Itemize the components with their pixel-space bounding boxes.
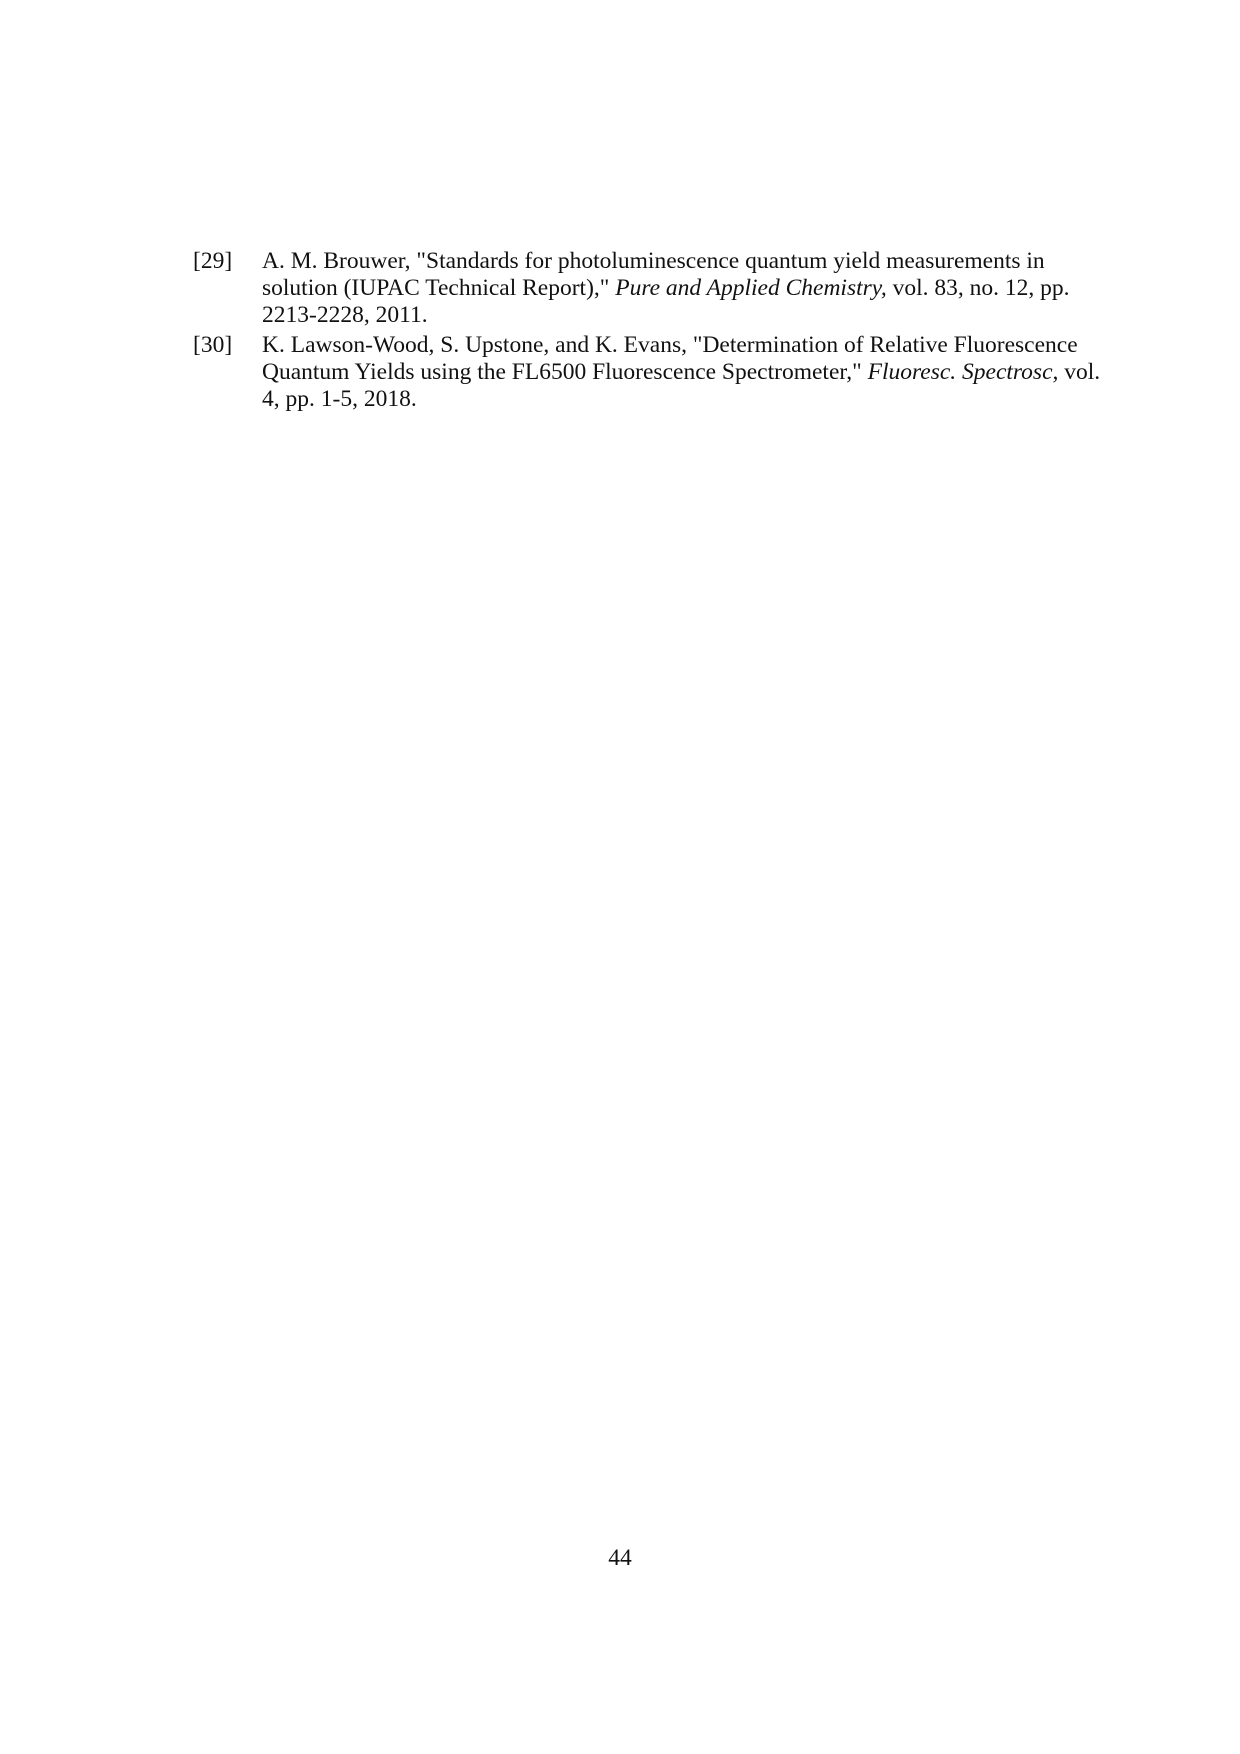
reference-list [193,248,1113,416]
reference-entry-29 [193,248,1113,329]
reference-details: vol. 4, pp. 1-5, 2018. [262,359,1101,412]
reference-text [262,248,1113,329]
reference-authors-title: K. Lawson-Wood, S. Upstone, and K. Evans, "Determination of Relative Fluorescence Quantum Yields using the FL6500 Fluorescence Spectrometer," [262,332,1078,385]
reference-details: vol. 83, no. 12, pp. 2213-2228, 2011. [262,275,1070,328]
reference-number: [29] [193,248,233,274]
reference-entry-30 [193,332,1113,413]
reference-number: [30] [193,332,233,358]
reference-journal: Pure and Applied Chemistry, [615,275,887,301]
reference-journal: Fluoresc. Spectrosc, [867,359,1059,385]
reference-authors-title: A. M. Brouwer, "Standards for photoluminescence quantum yield measurements in solution (IUPAC Technical Report)," [262,248,1045,301]
reference-text [262,332,1113,413]
page-number: 44 [608,1545,632,1571]
